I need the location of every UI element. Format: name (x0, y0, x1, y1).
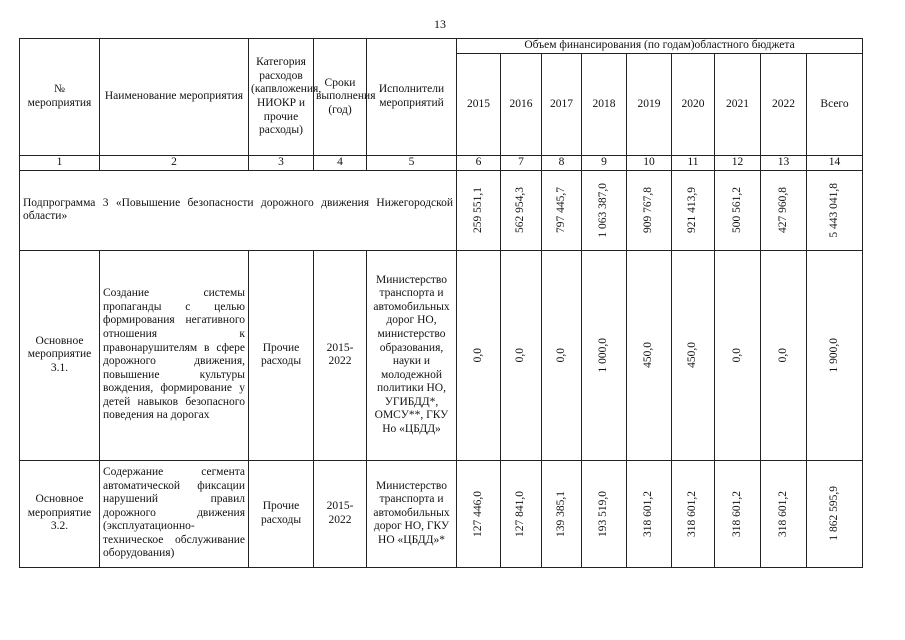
measure-value: 139 385,1 (554, 490, 567, 537)
column-number: 3 (249, 156, 314, 171)
subprogram-value: 1 063 387,0 (597, 182, 610, 238)
header-year: 2016 (501, 54, 542, 156)
subprogram-value-cell (627, 170, 672, 250)
column-number: 1 (20, 156, 100, 171)
subprogram-value: 921 413,9 (686, 187, 699, 234)
header-number: № мероприятия (20, 39, 100, 156)
subprogram-value: 562 954,3 (514, 187, 527, 234)
value-cell (501, 460, 542, 567)
column-number: 8 (542, 156, 582, 171)
column-number-row (20, 156, 863, 171)
measure-value: 0,0 (776, 347, 789, 363)
measure-executors: Министерство транспорта и автомобильных дорог НО, ГКУ НО «ЦБДД»* (367, 460, 457, 567)
header-executors: Исполнители мероприятий (367, 39, 457, 156)
measure-term: 2015-2022 (314, 250, 367, 460)
measure-value: 318 601,2 (686, 490, 699, 537)
value-cell (672, 250, 715, 460)
measure-category: Прочие расходы (249, 250, 314, 460)
measure-value: 0,0 (730, 347, 743, 363)
measure-value: 318 601,2 (776, 490, 789, 537)
column-number: 9 (582, 156, 627, 171)
column-number: 12 (715, 156, 761, 171)
value-cell (627, 250, 672, 460)
value-cell (582, 460, 627, 567)
measure-number: Основное мероприятие 3.2. (20, 460, 100, 567)
column-number: 5 (367, 156, 457, 171)
subprogram-value: 909 767,8 (642, 187, 655, 234)
financing-table (19, 38, 863, 568)
subprogram-value-cell (672, 170, 715, 250)
measure-value: 127 841,0 (514, 490, 527, 537)
measure-executors: Министерство транспорта и автомобильных дорог НО, министерство образования, науки и молодежной политики НО, УГИБДД*, ОМСУ**, ГКУ Но «ЦБДД» (367, 250, 457, 460)
column-number: 2 (100, 156, 249, 171)
measure-value: 318 601,2 (642, 490, 655, 537)
value-cell (542, 460, 582, 567)
header-year: 2021 (715, 54, 761, 156)
header-category: Категория расходов (капвложения, НИОКР и прочие расходы) (249, 39, 314, 156)
measure-value: 0,0 (514, 347, 527, 363)
subprogram-value: 500 561,2 (730, 187, 743, 234)
value-cell (761, 250, 807, 460)
header-financing: Объем финансирования (по годам)областного бюджета (457, 39, 863, 54)
measure-value: 450,0 (686, 342, 699, 368)
column-number: 7 (501, 156, 542, 171)
value-cell (807, 460, 863, 567)
subprogram-title: Подпрограмма 3 «Повышение безопасности дорожного движения Нижегородской области» (20, 170, 457, 250)
measure-value: 0,0 (554, 347, 567, 363)
value-cell (542, 250, 582, 460)
page-number: 13 (434, 17, 446, 31)
column-number: 4 (314, 156, 367, 171)
measure-value: 0,0 (471, 347, 484, 363)
subprogram-value-cell (761, 170, 807, 250)
subprogram-value: 427 960,8 (776, 187, 789, 234)
subprogram-value-cell (501, 170, 542, 250)
header-year: 2017 (542, 54, 582, 156)
measure-value: 1 000,0 (597, 337, 610, 373)
header-total: Всего (807, 54, 863, 156)
subprogram-value-cell (715, 170, 761, 250)
measure-value: 450,0 (642, 342, 655, 368)
measure-category: Прочие расходы (249, 460, 314, 567)
subprogram-value-cell (542, 170, 582, 250)
subprogram-value-cell (582, 170, 627, 250)
measure-name: Создание системы пропаганды с целью формирования негативного отношения к правонарушителям в сфере дорожного движения, повышение культуры вождения, формирование у детей навыков безопасного поведения на дорогах (100, 250, 249, 460)
column-number: 14 (807, 156, 863, 171)
measure-value: 193 519,0 (597, 490, 610, 537)
header-year: 2022 (761, 54, 807, 156)
subprogram-value-cell (807, 170, 863, 250)
header-year: 2019 (627, 54, 672, 156)
header-year: 2020 (672, 54, 715, 156)
subprogram-row (20, 170, 863, 250)
value-cell (501, 250, 542, 460)
value-cell (715, 250, 761, 460)
value-cell (582, 250, 627, 460)
value-cell (457, 250, 501, 460)
subprogram-value-cell (457, 170, 501, 250)
value-cell (672, 460, 715, 567)
subprogram-value: 259 551,1 (471, 187, 484, 234)
value-cell (761, 460, 807, 567)
subprogram-value: 797 445,7 (554, 187, 567, 234)
subprogram-value: 5 443 041,8 (827, 182, 840, 238)
column-number: 6 (457, 156, 501, 171)
value-cell (627, 460, 672, 567)
measure-number: Основное мероприятие 3.1. (20, 250, 100, 460)
header-name: Наименование мероприятия (100, 39, 249, 156)
column-number: 10 (627, 156, 672, 171)
table-row (20, 250, 863, 460)
value-cell (457, 460, 501, 567)
measure-name: Содержание сегмента автоматической фиксации нарушений правил дорожного движения (эксплуатационно-техническое обслуживание оборудования) (100, 460, 249, 567)
measure-value: 127 446,0 (471, 490, 484, 537)
measure-value: 1 862 595,9 (827, 486, 840, 541)
measure-value: 1 900,0 (827, 337, 840, 373)
measure-value: 318 601,2 (730, 490, 743, 537)
header-year: 2018 (582, 54, 627, 156)
header-year: 2015 (457, 54, 501, 156)
value-cell (715, 460, 761, 567)
value-cell (807, 250, 863, 460)
column-number: 11 (672, 156, 715, 171)
header-term: Сроки выполнения (год) (314, 39, 367, 156)
measure-term: 2015-2022 (314, 460, 367, 567)
table-row (20, 460, 863, 567)
column-number: 13 (761, 156, 807, 171)
